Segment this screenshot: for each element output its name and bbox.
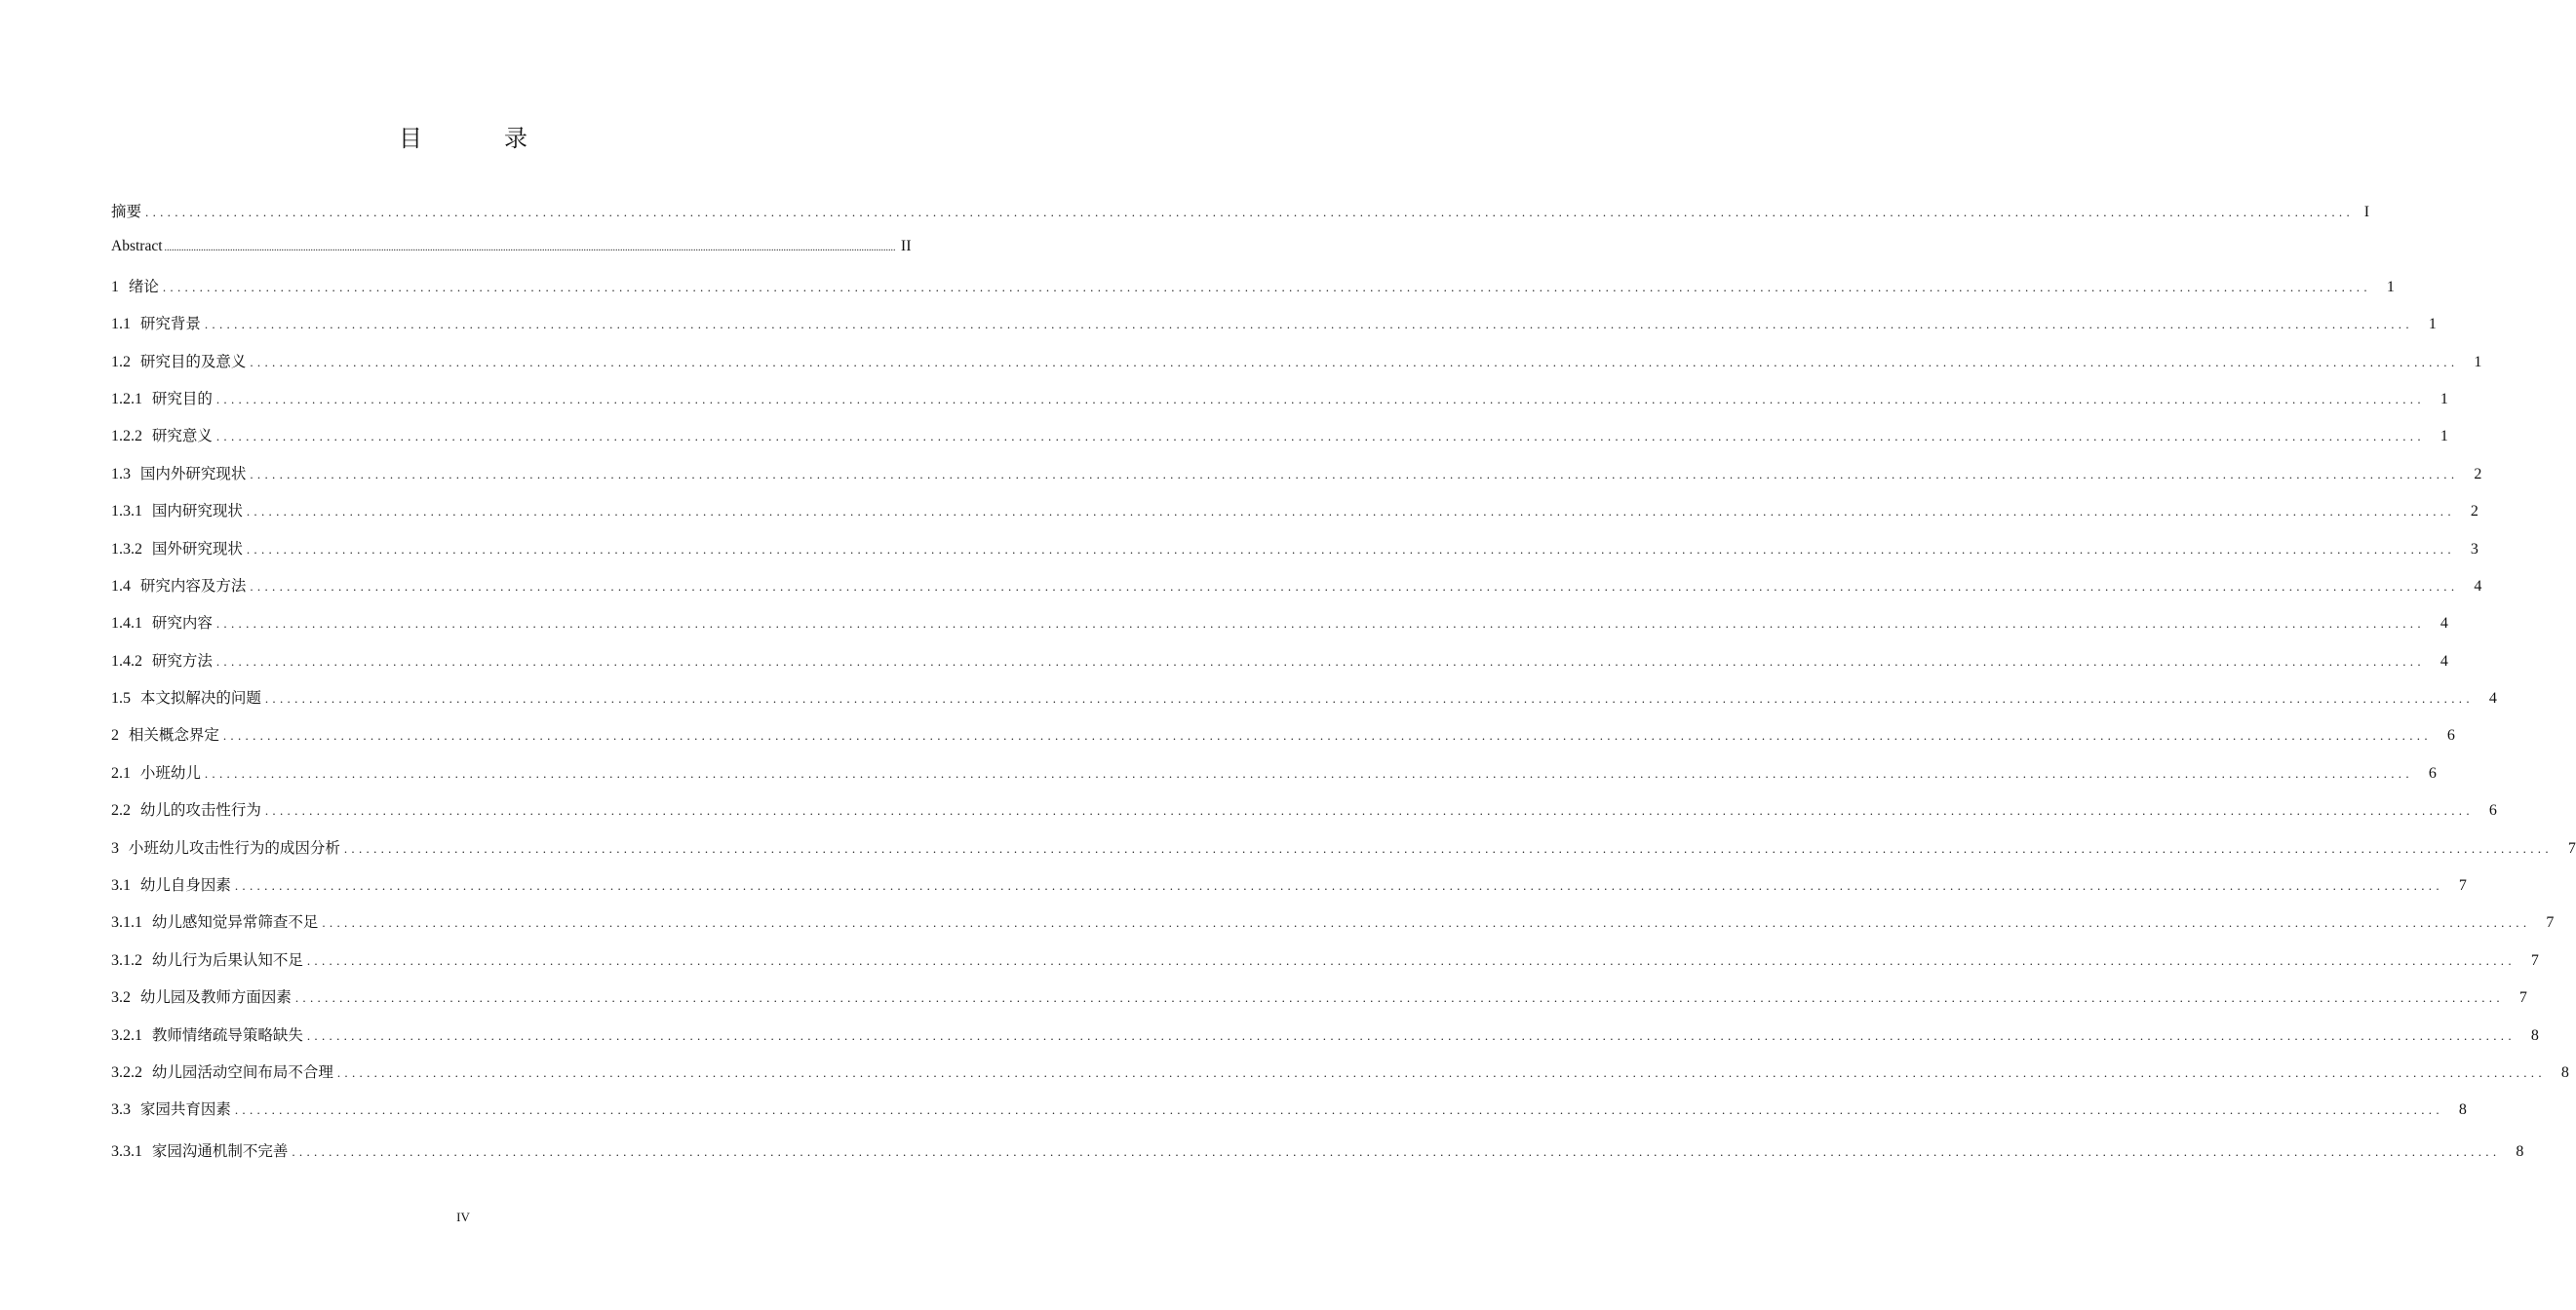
toc-entry-number: 3: [111, 839, 119, 857]
toc-entry-label: [111, 611, 213, 633]
toc-entry-number: 2.2: [111, 802, 131, 820]
toc-entry-label: [111, 649, 213, 671]
toc-entry-text: 研究内容及方法: [139, 576, 247, 595]
toc-page-number: 6: [2488, 802, 2497, 820]
toc-page-number: 4: [2488, 690, 2497, 708]
toc-dot-leader: ............................................................................................................................................................................................................................................................................................................: [215, 616, 2425, 632]
toc-entry[interactable]: [111, 686, 2497, 723]
table-of-contents: [111, 200, 2576, 1176]
toc-entry[interactable]: [111, 537, 2478, 574]
toc-entry-label: [111, 462, 246, 483]
toc-entry-label: [111, 350, 246, 371]
toc-entry-label: [111, 1098, 231, 1119]
toc-entry-label: [111, 873, 231, 895]
toc-entry-number: 1.2.1: [111, 390, 142, 407]
toc-entry[interactable]: [111, 723, 2455, 760]
toc-page-number: 1: [2386, 278, 2395, 295]
toc-dot-leader: ............................................................................................................................................................................................................................................................................................................: [250, 578, 2459, 594]
toc-entry[interactable]: [111, 611, 2448, 648]
toc-page-number: 4: [2439, 652, 2448, 670]
toc-dot-leader: ............................................................................................................................................................................................................................................................................................................: [292, 1143, 2501, 1159]
toc-entry-label: [111, 424, 213, 445]
toc-entry-number: 3.2.1: [111, 1026, 142, 1044]
toc-dot-leader: ............................................................................................................................................................................................................................................................................................................: [145, 205, 2355, 219]
toc-entry-number: 3.1.2: [111, 951, 142, 969]
toc-page-number: 8: [2530, 1026, 2539, 1044]
toc-entry[interactable]: [111, 499, 2478, 536]
toc-entry[interactable]: [111, 200, 2370, 237]
toc-entry-label: [111, 723, 219, 745]
toc-entry-text: 绪论: [128, 277, 159, 295]
toc-entry-text: 研究内容: [151, 614, 213, 633]
toc-entry-text: 研究目的及意义: [139, 352, 247, 370]
toc-entry[interactable]: [111, 1139, 2524, 1176]
toc-dot-leader: ............................................................................................................................................................................................................................................................................................................: [264, 803, 2474, 819]
toc-entry-text: 研究意义: [151, 427, 213, 445]
toc-dot-leader: ............................................................................................................................................................................................................................................................................................................: [164, 243, 896, 254]
toc-entry-label: [111, 237, 163, 255]
toc-page-number: 2: [2470, 503, 2478, 520]
toc-entry[interactable]: [111, 1023, 2539, 1060]
toc-dot-leader: ............................................................................................................................................................................................................................................................................................................: [222, 728, 2432, 744]
toc-entry-label: [111, 686, 261, 708]
toc-entry-number: 2.1: [111, 764, 131, 782]
toc-entry-text: 小班幼儿攻击性行为的成因分析: [128, 838, 340, 857]
toc-entry[interactable]: [111, 1060, 2569, 1098]
toc-entry-text: 本文拟解决的问题: [139, 689, 261, 708]
toc-entry-text: 研究方法: [151, 651, 213, 670]
toc-dot-leader: ............................................................................................................................................................................................................................................................................................................: [294, 990, 2504, 1006]
toc-entry-label: [111, 798, 261, 820]
toc-dot-leader: ............................................................................................................................................................................................................................................................................................................: [246, 504, 2455, 520]
toc-entry-number: 1.2: [111, 353, 131, 370]
toc-entry-number: 3.1: [111, 877, 131, 895]
toc-page-number: II: [900, 238, 912, 255]
toc-entry[interactable]: [111, 761, 2437, 798]
toc-entry-label: [111, 387, 213, 408]
toc-entry-text: 教师情绪疏导策略缺失: [151, 1025, 303, 1044]
toc-entry-number: 1.2.2: [111, 428, 142, 445]
toc-page-number: 4: [2439, 615, 2448, 633]
toc-dot-leader: ............................................................................................................................................................................................................................................................................................................: [215, 391, 2425, 406]
toc-entry-label: [111, 574, 246, 596]
toc-entry-text: 国外研究现状: [151, 539, 243, 558]
toc-dot-leader: ............................................................................................................................................................................................................................................................................................................: [264, 691, 2474, 707]
toc-page-number: 8: [2516, 1142, 2524, 1160]
toc-entry-text: Abstract: [111, 238, 163, 255]
toc-entry-text: 研究目的: [151, 389, 213, 407]
toc-dot-leader: ............................................................................................................................................................................................................................................................................................................: [204, 765, 2413, 781]
toc-entry-number: 1.3: [111, 465, 131, 482]
toc-entry-label: [111, 985, 292, 1007]
toc-entry-number: 1.4: [111, 577, 131, 595]
toc-page-number: 8: [2458, 1101, 2467, 1119]
toc-page-number: 1: [2428, 316, 2437, 333]
toc-entry[interactable]: [111, 387, 2448, 424]
toc-entry[interactable]: [111, 350, 2482, 387]
toc-entry-number: 3.3: [111, 1101, 131, 1119]
toc-entry[interactable]: [111, 462, 2482, 499]
toc-page-number: 4: [2474, 577, 2482, 595]
toc-entry-label: [111, 836, 340, 858]
toc-dot-leader: ............................................................................................................................................................................................................................................................................................................: [336, 1064, 2546, 1080]
toc-entry-number: 3.3.1: [111, 1142, 142, 1160]
toc-entry[interactable]: [111, 948, 2539, 985]
toc-entry-label: [111, 200, 141, 221]
toc-entry-text: 国内研究现状: [151, 502, 243, 520]
toc-entry-number: 1.3.1: [111, 503, 142, 520]
toc-page-number: 7: [2458, 877, 2467, 895]
toc-entry-text: 相关概念界定: [128, 726, 219, 745]
toc-page-number: 8: [2560, 1063, 2569, 1081]
toc-entry-label: [111, 910, 318, 932]
toc-dot-leader: ............................................................................................................................................................................................................................................................................................................: [250, 466, 2459, 482]
toc-dot-leader: ............................................................................................................................................................................................................................................................................................................: [343, 840, 2553, 856]
toc-entry-label: [111, 1139, 288, 1161]
toc-entry-text: 幼儿行为后果认知不足: [151, 950, 303, 969]
toc-page-number: 1: [2439, 390, 2448, 407]
toc-entry-text: 小班幼儿: [139, 763, 201, 782]
toc-entry-number: 1.3.2: [111, 540, 142, 558]
toc-dot-leader: ............................................................................................................................................................................................................................................................................................................: [204, 317, 2413, 332]
toc-entry-text: 家园共育因素: [139, 1100, 231, 1119]
toc-dot-leader: ............................................................................................................................................................................................................................................................................................................: [162, 279, 2371, 294]
toc-page-number: 7: [2546, 914, 2555, 932]
toc-page-number: 7: [2567, 839, 2576, 857]
toc-entry-label: [111, 499, 243, 520]
toc-page-number: 7: [2518, 989, 2527, 1007]
toc-entry[interactable]: [111, 1098, 2467, 1135]
toc-entry-label: [111, 948, 303, 970]
toc-entry[interactable]: [111, 312, 2437, 349]
toc-dot-leader: ............................................................................................................................................................................................................................................................................................................: [215, 653, 2425, 669]
toc-dot-leader: ............................................................................................................................................................................................................................................................................................................: [322, 915, 2531, 931]
toc-entry-label: [111, 1060, 333, 1082]
toc-entry-number: 1.4.1: [111, 615, 142, 633]
toc-entry-number: 3.2: [111, 989, 131, 1007]
toc-entry-number: 1.1: [111, 316, 131, 333]
toc-entry-text: 家园沟通机制不完善: [151, 1141, 289, 1160]
toc-entry-number: 1: [111, 278, 119, 295]
toc-entry[interactable]: [111, 237, 912, 274]
toc-page-number: 7: [2530, 951, 2539, 969]
toc-entry-number: 1.4.2: [111, 652, 142, 670]
toc-entry[interactable]: [111, 424, 2448, 461]
toc-dot-leader: ............................................................................................................................................................................................................................................................................................................: [234, 1102, 2443, 1118]
toc-entry[interactable]: [111, 873, 2467, 910]
toc-entry[interactable]: [111, 649, 2448, 686]
toc-dot-leader: ............................................................................................................................................................................................................................................................................................................: [246, 541, 2455, 557]
toc-entry-label: [111, 761, 201, 783]
toc-entry[interactable]: [111, 798, 2497, 835]
toc-entry-text: 幼儿自身因素: [139, 876, 231, 895]
toc-entry-text: 摘要: [111, 203, 142, 220]
toc-entry-number: 1.5: [111, 690, 131, 708]
toc-entry-label: [111, 1023, 303, 1045]
toc-page-number: 6: [2446, 727, 2455, 745]
toc-dot-leader: ............................................................................................................................................................................................................................................................................................................: [306, 1027, 2516, 1043]
toc-entry[interactable]: [111, 275, 2395, 312]
toc-page-number: 2: [2474, 465, 2482, 482]
toc-dot-leader: ............................................................................................................................................................................................................................................................................................................: [234, 878, 2443, 894]
toc-page-number: 6: [2428, 764, 2437, 782]
toc-entry-text: 国内外研究现状: [139, 464, 247, 482]
toc-entry-text: 幼儿的攻击性行为: [139, 801, 261, 820]
toc-page-number: 1: [2439, 428, 2448, 445]
toc-entry-label: [111, 537, 243, 559]
toc-entry-number: 3.1.1: [111, 914, 142, 932]
toc-entry-text: 幼儿园活动空间布局不合理: [151, 1062, 333, 1081]
toc-entry-number: 2: [111, 727, 119, 745]
toc-entry-text: 幼儿感知觉异常筛查不足: [151, 913, 319, 932]
toc-dot-leader: ............................................................................................................................................................................................................................................................................................................: [250, 354, 2459, 369]
toc-page-number: I: [2363, 204, 2370, 220]
toc-dot-leader: ............................................................................................................................................................................................................................................................................................................: [215, 429, 2425, 444]
toc-entry-text: 研究背景: [139, 315, 201, 333]
footer-page-number: IV: [456, 1210, 470, 1224]
toc-entry[interactable]: [111, 985, 2527, 1022]
page-title: 目 录: [399, 125, 557, 152]
toc-entry-number: 3.2.2: [111, 1063, 142, 1081]
toc-entry-label: [111, 275, 159, 296]
toc-entry-text: 幼儿园及教师方面因素: [139, 988, 292, 1007]
toc-entry[interactable]: [111, 836, 2576, 873]
toc-entry[interactable]: [111, 910, 2555, 947]
toc-entry-label: [111, 312, 201, 333]
toc-dot-leader: ............................................................................................................................................................................................................................................................................................................: [306, 952, 2516, 968]
toc-page-number: 3: [2470, 540, 2478, 558]
toc-page-number: 1: [2474, 353, 2482, 370]
toc-entry[interactable]: [111, 574, 2482, 611]
